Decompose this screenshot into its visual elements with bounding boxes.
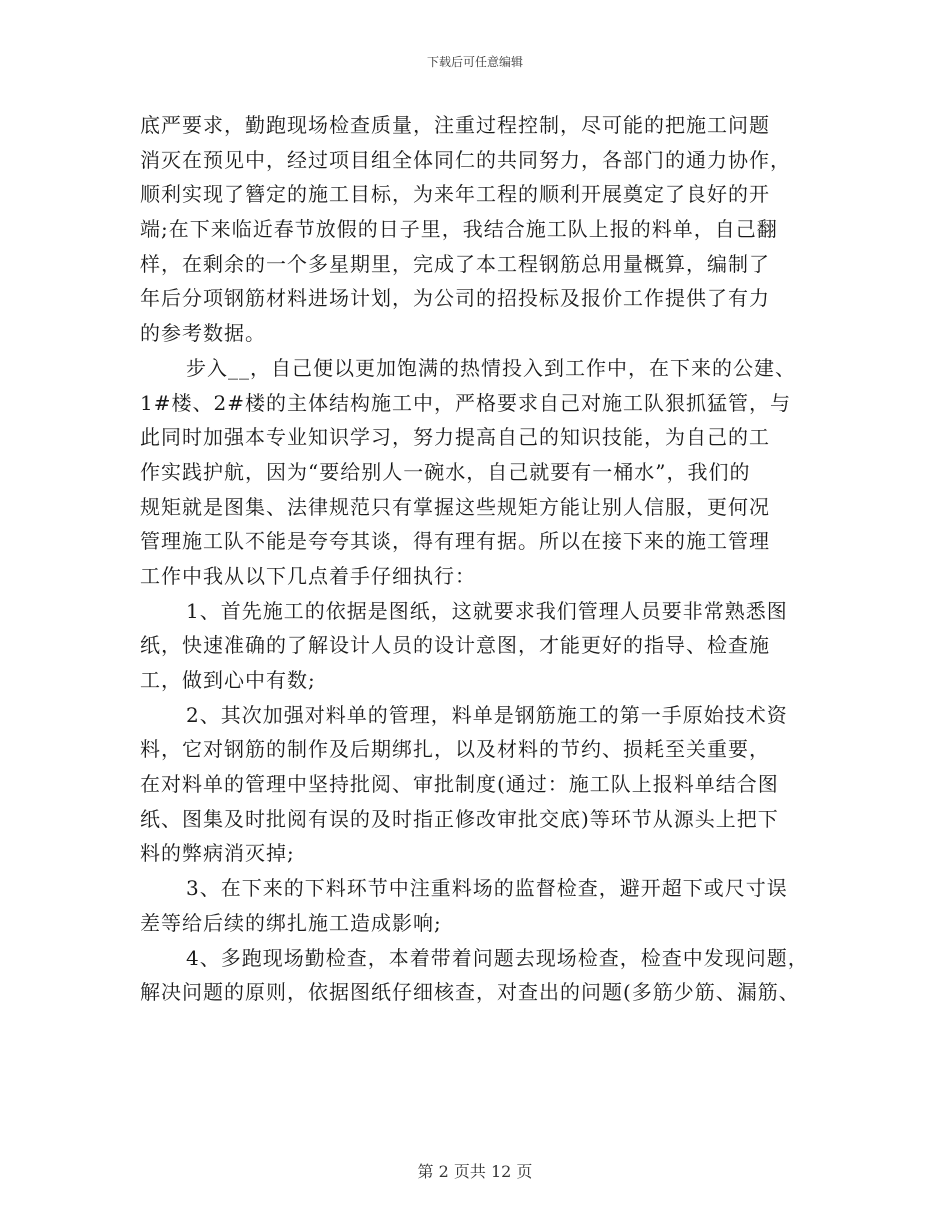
page-number-footer: 第 2 页共 12 页 — [417, 1162, 533, 1181]
text-line: 顺利实现了簪定的施工目标，为来年工程的顺利开展奠定了良好的开 — [140, 182, 770, 207]
text-line: 规矩就是图集、法律规范只有掌握这些规矩方能让别人信服，更何况 — [140, 494, 770, 519]
page-header: 下载后可任意编辑 — [426, 55, 523, 69]
text-line: 端;在下来临近春节放假的日子里，我结合施工队上报的料单，自己翻 — [140, 217, 778, 242]
paragraph-start-line: 2、其次加强对料单的管理，料单是钢筋施工的第一手原始技术资 — [186, 702, 788, 727]
text-line: 在对料单的管理中坚持批阅、审批制度(通过：施工队上报料单结合图 — [140, 772, 779, 797]
paragraph-start-line: 步入__，自己便以更加饱满的热情投入到工作中，在下来的公建、 — [186, 355, 796, 380]
text-line: 年后分项钢筋材料进场计划，为公司的招投标及报价工作提供了有力 — [140, 286, 770, 311]
document-body — [140, 108, 830, 1010]
text-line: 纸，快速准确的了解设计人员的设计意图，才能更好的指导、检查施 — [140, 633, 770, 658]
paragraph-start-line: 4、多跑现场勤检查，本着带着问题去现场检查，检查中发现问题， — [186, 945, 809, 970]
text-line: 的参考数据。 — [140, 321, 266, 346]
text-line: 差等给后续的绑扎施工造成影响; — [140, 910, 442, 935]
text-line: 料，它对钢筋的制作及后期绑扎，以及材料的节约、损耗至关重要， — [140, 737, 770, 762]
text-line: 作实践护航，因为“要给别人一碗水，自己就要有一桶水”，我们的 — [140, 459, 751, 484]
text-line: 解决问题的原则，依据图纸仔细核查，对查出的问题(多筋少筋、漏筋、 — [140, 980, 800, 1005]
text-line: 工作中我从以下几点着手仔细执行： — [140, 563, 476, 588]
text-line: 此同时加强本专业知识学习，努力提高自己的知识技能，为自己的工 — [140, 425, 770, 450]
text-line: 底严要求，勤跑现场检查质量，注重过程控制，尽可能的把施工问题 — [140, 113, 770, 137]
text-line: 1#楼、2#楼的主体结构施工中，严格要求自己对施工队狠抓猛管，与 — [140, 390, 791, 415]
text-line: 样，在剩余的一个多星期里，完成了本工程钢筋总用量概算，编制了 — [140, 251, 770, 276]
text-line: 料的弊病消灭掉; — [140, 841, 295, 866]
paragraph-start-line: 1、首先施工的依据是图纸，这就要求我们管理人员要非常熟悉图 — [186, 598, 788, 623]
text-line: 管理施工队不能是夸夸其谈，得有理有据。所以在接下来的施工管理 — [140, 529, 770, 554]
text-line: 消灭在预见中，经过项目组全体同仁的共同努力，各部门的通力协作， — [140, 147, 791, 172]
text-line: 纸、图集及时批阅有误的及时指正修改审批交底)等环节从源头上把下 — [140, 806, 779, 831]
paragraph-start-line: 3、在下来的下料环节中注重料场的监督检查，避开超下或尺寸误 — [186, 876, 788, 901]
text-line: 工，做到心中有数; — [140, 668, 316, 692]
